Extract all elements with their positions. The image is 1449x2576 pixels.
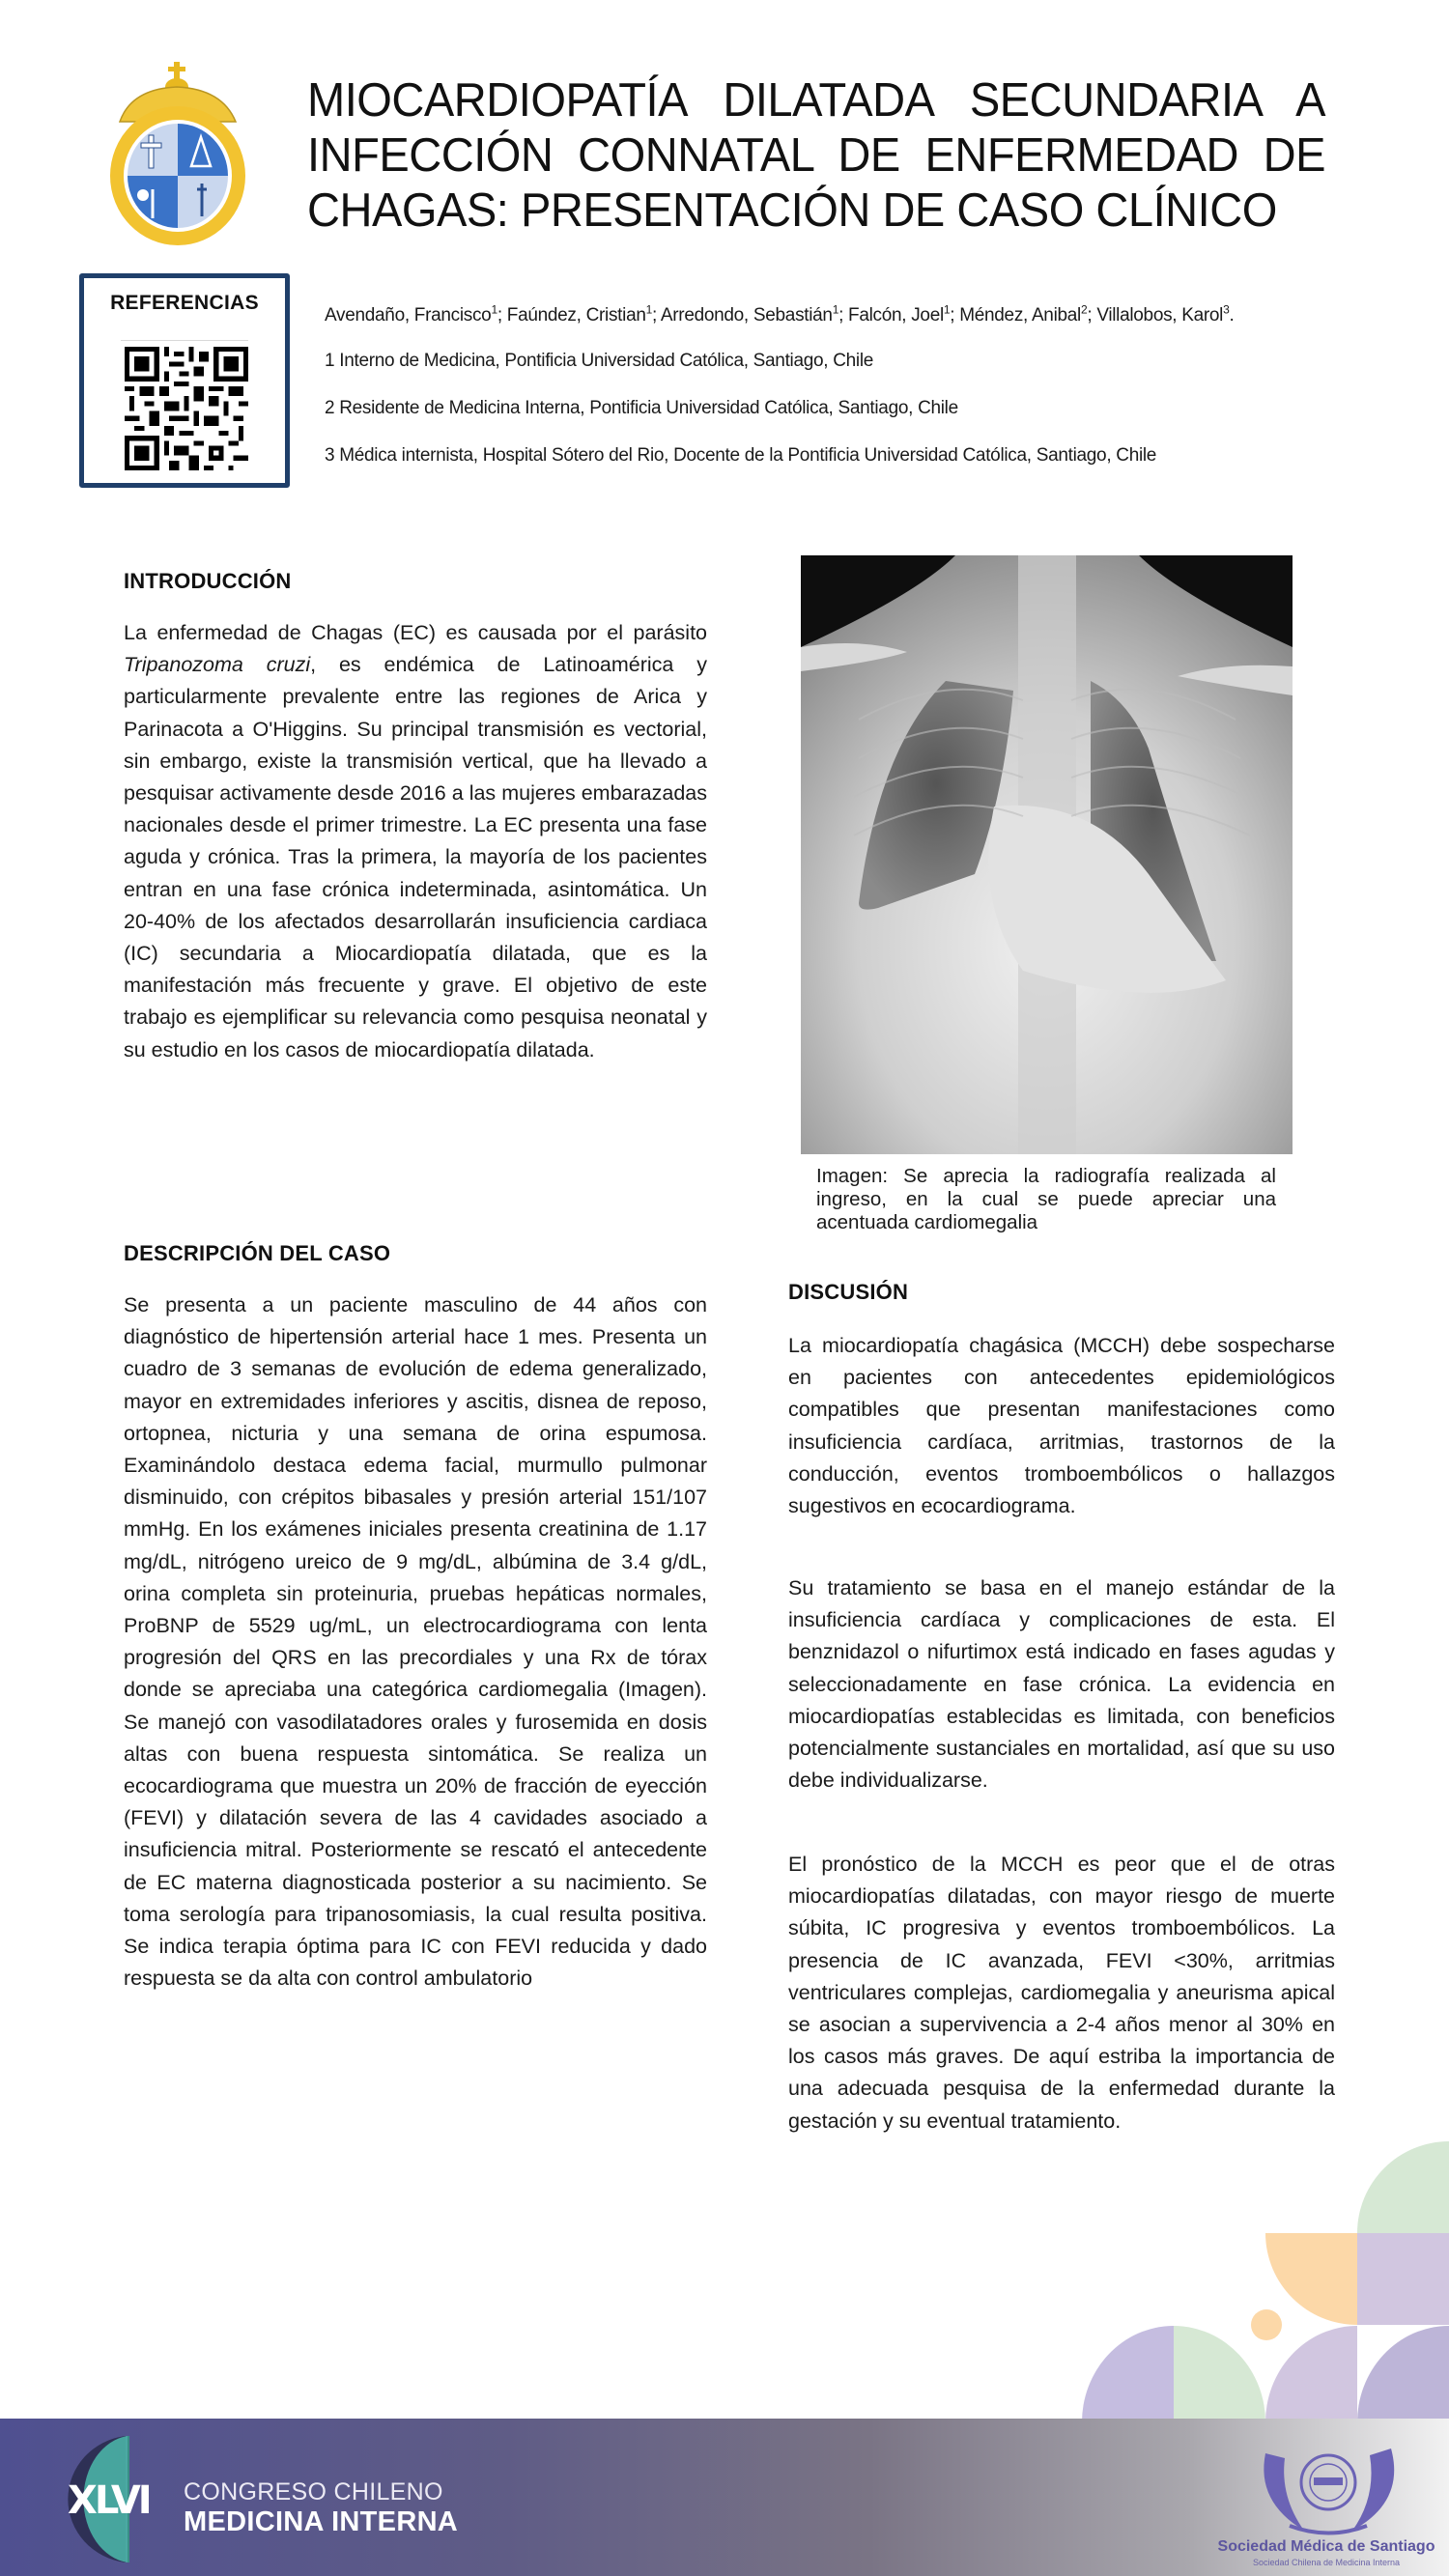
introduccion-text: La enfermedad de Chagas (EC) es causada por el parásito Tripanozoma cruzi, es endémica de Latinoamérica y particularmente prevalente entre las regiones de Arica y Parinacota a O'Higgins. Su principal transmisión es vectorial, sin embargo, existe la transmisión vertical, que ha llevado a pesquisar activamente desde 2016 a las mujeres embarazadas nacionales desde el primer trimestre. La EC presenta una fase aguda y crónica. Tras la primera, la mayoría de los pacientes entran en una fase crónica indeterminada, asintomática. Un 20-40% de los afectados desarrollarán insuficiencia cardiaca (IC) secundaria a Miocardiopatía dilatada, que es la manifestación más frecuente y grave. El objetivo de este trabajo es ejemplificar su relevancia como pesquisa neonatal y su estudio en los casos de miocardiopatía dilatada. [124, 621, 707, 1062]
species-name: Tripanozoma cruzi [124, 653, 311, 677]
discusion-paragraph-1: La miocardiopatía chagásica (MCCH) debe sospecharse en pacientes con antecedentes epidemiológicos compatibles que presentan manifestaciones como insuficiencia cardíaca, arritmias, trastornos de la conducción, eventos tromboembólicos o hallazgos sugestivos en ecocardiograma. [788, 1334, 1335, 1518]
image-caption: Imagen: Se aprecia la radiografía realizada al ingreso, en la cual se puede apreciar una acentuada cardiomegalia [816, 1165, 1276, 1233]
caso-heading: DESCRIPCIÓN DEL CASO [124, 1241, 391, 1265]
footer-banner [0, 2419, 1449, 2576]
affiliation-1: 1 Interno de Medicina, Pontificia Universidad Católica, Santiago, Chile [325, 351, 874, 371]
author-list [325, 303, 1234, 326]
congress-line-2: MEDICINA INTERNA [184, 2506, 459, 2537]
caso-text: Se presenta a un paciente masculino de 44 años con diagnóstico de hipertensión arterial hace 1 mes. Presenta un cuadro de 3 semanas de evolución de edema generalizado, mayor en extremidades inferiores y ascitis, disnea de reposo, ortopnea, nicturia y una semana de orina espumosa. Examinándolo destaca edema facial, murmullo pulmonar disminuido, con crépitos bibasales y presión arterial 151/107 mmHg. En los exámenes iniciales presenta creatinina de 1.17 mg/dL, nitrógeno ureico de 9 mg/dL, albúmina de 3.4 g/dL, orina completa sin proteinuria, pruebas hepáticas normales, ProBNP de 5529 ug/mL, un electrocardiograma con lenta progresión del QRS en las precordiales y una Rx de tórax donde se apreciaba una categórica cardiomegalia (Imagen). Se manejó con vasodilatadores orales y furosemida en dosis altas con buena respuesta sintomática. Se realiza un ecocardiograma que muestra un 20% de fracción de eyección (FEVI) y dilatación severa de las 4 cavidades asociado a insuficiencia mitral. Posteriormente se rescató el antecedente de EC materna diagnosticada posterior a su nacimiento. Se toma serología para tripanosomiasis, la cual resulta positiva. Se indica terapia óptima para IC con FEVI reducida y dado respuesta se da alta con control ambulatorio [124, 1293, 707, 1991]
society-name: Sociedad Médica de Santiago [1217, 2538, 1435, 2555]
congress-numeral: XLVI [68, 2478, 150, 2523]
discusion-paragraph-3: El pronóstico de la MCCH es peor que el de otras miocardiopatías dilatadas, con mayor riesgo de muerte súbita, IC progresiva y eventos tromboembólicos. La presencia de IC avanzada, FEVI <30%, arritmias ventriculares complejas, cardiomegalia y aneurisma apical se asocian a supervivencia a 2-4 años menor al 30% en los casos más graves. De aquí estriba la importancia de una adecuada pesquisa de la enfermedad durante la gestación y su eventual tratamiento. [788, 1853, 1335, 2133]
author: Avendaño, Francisco$^1$; [325, 303, 507, 326]
poster-title: MIOCARDIOPATÍA DILATADA SECUNDARIA A INFECCIÓN CONNATAL DE ENFERMEDAD DE CHAGAS: PRESENTACIÓN DE CASO CLÍNICO [307, 74, 1326, 237]
congress-line-1: CONGRESO CHILENO [184, 2478, 443, 2505]
author: Méndez, Anibal$^2$; [959, 303, 1097, 326]
references-heading: REFERENCIAS [110, 292, 259, 314]
references-box [79, 273, 290, 488]
author: Arredondo, Sebastián$^1$; [660, 303, 849, 326]
chest-xray-image [801, 555, 1293, 1154]
affiliation-3: 3 Médica internista, Hospital Sótero del Rio, Docente de la Pontificia Universidad Católica, Santiago, Chile [325, 445, 1157, 466]
society-subtitle: Sociedad Chilena de Medicina Interna [1252, 2558, 1401, 2567]
author: Villalobos, Karol$^3$. [1096, 303, 1235, 326]
author: Faúndez, Cristian$^1$; [506, 303, 661, 326]
introduccion-heading: INTRODUCCIÓN [124, 569, 292, 593]
affiliation-2: 2 Residente de Medicina Interna, Pontificia Universidad Católica, Santiago, Chile [325, 398, 958, 418]
society-wreath-logo-icon [1246, 2434, 1410, 2540]
discusion-heading: DISCUSIÓN [788, 1280, 909, 1304]
discusion-paragraph-2: Su tratamiento se basa en el manejo estándar de la insuficiencia cardíaca y complicaciones de esta. El benznidazol o nifurtimox está indicado en fases agudas y seleccionadamente en fase crónica. La evidencia en miocardiopatías establecidas es limitada, con beneficios potencialmente sustanciales en mortalidad, así que su uso debe individualizarse. [788, 1576, 1335, 1793]
divider [121, 340, 248, 341]
qr-code-icon[interactable] [125, 347, 248, 470]
author: Falcón, Joel$^1$; [848, 303, 960, 326]
university-crest-logo [102, 62, 253, 245]
decorative-shapes [1063, 2106, 1449, 2424]
